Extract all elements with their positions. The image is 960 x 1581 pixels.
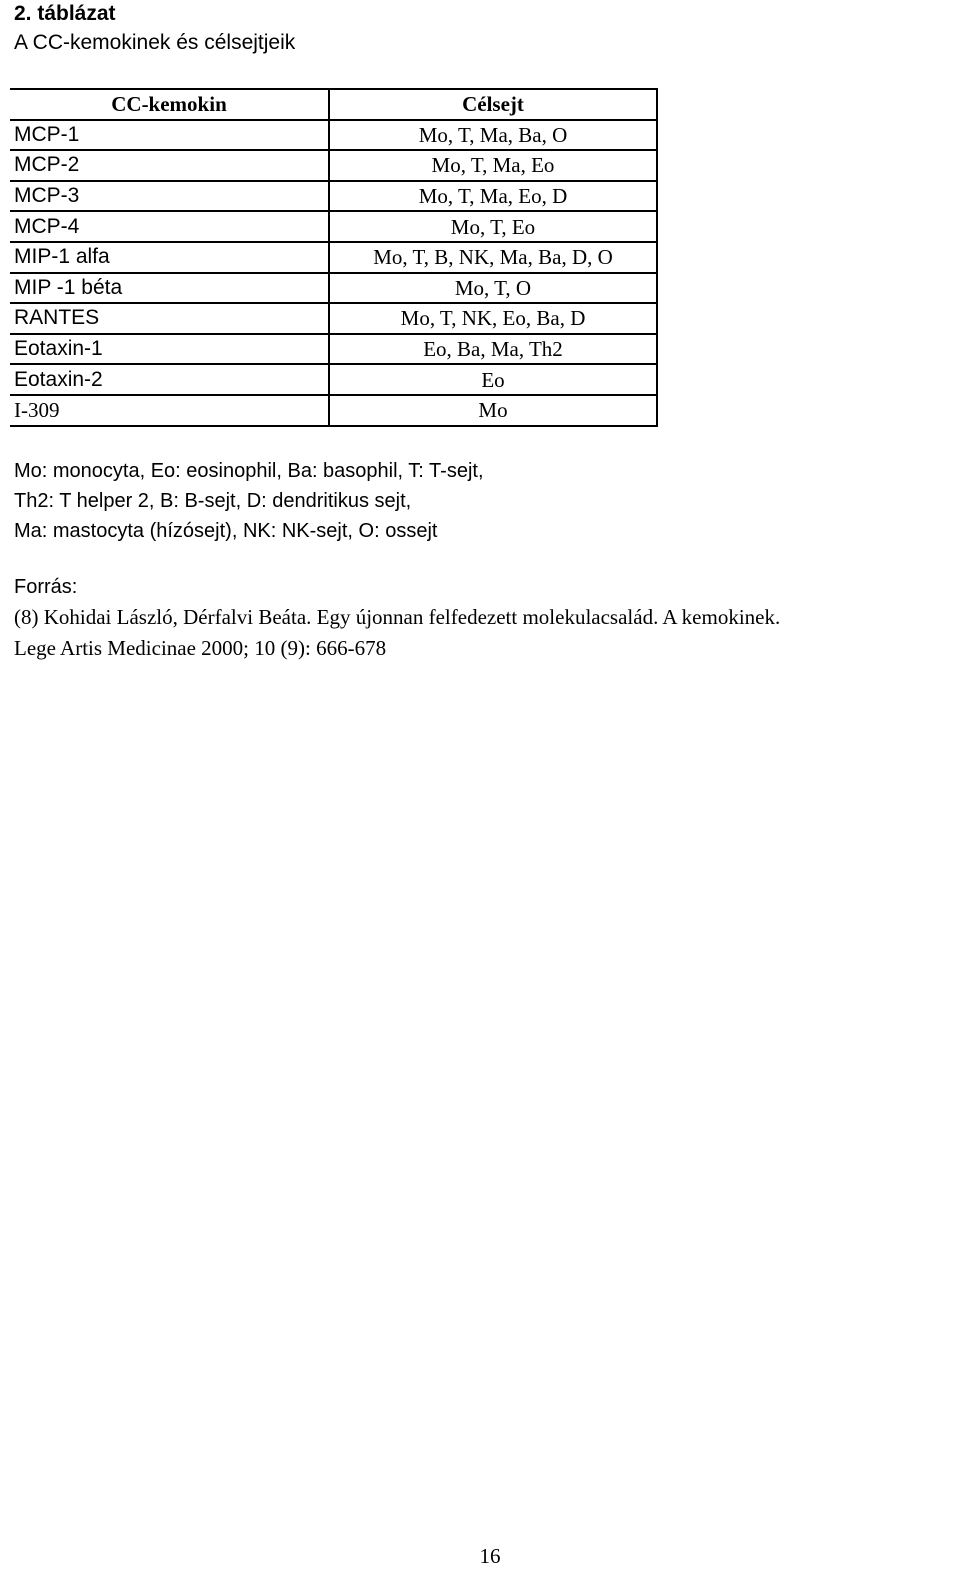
chemokine-cell: Eotaxin-2 bbox=[10, 364, 329, 395]
chemokine-cell: MIP -1 béta bbox=[10, 273, 329, 304]
target-cell: Eo, Ba, Ma, Th2 bbox=[329, 334, 657, 365]
target-cell: Mo, T, Ma, Eo, D bbox=[329, 181, 657, 212]
legend-line: Th2: T helper 2, B: B-sejt, D: dendritikus sejt, bbox=[14, 490, 412, 512]
chemokine-cell: MCP-2 bbox=[10, 150, 329, 181]
reference-line: (8) Kohidai László, Dérfalvi Beáta. Egy újonnan felfedezett molekulacsalád. A kemokinek. bbox=[14, 605, 781, 629]
table-row bbox=[10, 273, 657, 304]
target-cell: Mo, T, B, NK, Ma, Ba, D, O bbox=[329, 242, 657, 273]
chemokine-cell: RANTES bbox=[10, 303, 329, 334]
table-row bbox=[10, 395, 657, 426]
chemokine-cell: I-309 bbox=[10, 395, 329, 426]
source-label: Forrás: bbox=[14, 576, 78, 598]
target-cell: Mo, T, NK, Eo, Ba, D bbox=[329, 303, 657, 334]
chemokine-cell: MCP-4 bbox=[10, 211, 329, 242]
table-row bbox=[10, 120, 657, 151]
legend-line: Ma: mastocyta (hízósejt), NK: NK-sejt, O: ossejt bbox=[14, 520, 438, 542]
target-cell: Eo bbox=[329, 364, 657, 395]
target-cell: Mo, T, Ma, Ba, O bbox=[329, 120, 657, 151]
column-header-chemokine: CC-kemokin bbox=[10, 89, 329, 120]
source-reference bbox=[14, 602, 780, 664]
target-cell: Mo bbox=[329, 395, 657, 426]
column-header-target-cell: Célsejt bbox=[329, 89, 657, 120]
table-row bbox=[10, 303, 657, 334]
table-caption: A CC-kemokinek és célsejtjeik bbox=[14, 31, 296, 54]
table-row bbox=[10, 242, 657, 273]
table-number: 2. táblázat bbox=[14, 2, 116, 25]
target-cell: Mo, T, O bbox=[329, 273, 657, 304]
chemokine-cell: MCP-3 bbox=[10, 181, 329, 212]
table-row bbox=[10, 334, 657, 365]
reference-line: Lege Artis Medicinae 2000; 10 (9): 666-678 bbox=[14, 636, 387, 660]
chemokine-table bbox=[10, 88, 658, 427]
legend-line: Mo: monocyta, Eo: eosinophil, Ba: basophil, T: T-sejt, bbox=[14, 460, 484, 482]
target-cell: Mo, T, Ma, Eo bbox=[329, 150, 657, 181]
abbreviation-legend bbox=[14, 456, 484, 546]
chemokine-cell: Eotaxin-1 bbox=[10, 334, 329, 365]
chemokine-cell: MIP-1 alfa bbox=[10, 242, 329, 273]
table-header-row bbox=[10, 89, 657, 120]
table-row bbox=[10, 364, 657, 395]
page-number: 16 bbox=[479, 1544, 501, 1568]
table-row bbox=[10, 211, 657, 242]
target-cell: Mo, T, Eo bbox=[329, 211, 657, 242]
table-row bbox=[10, 181, 657, 212]
table-row bbox=[10, 150, 657, 181]
chemokine-cell: MCP-1 bbox=[10, 120, 329, 151]
